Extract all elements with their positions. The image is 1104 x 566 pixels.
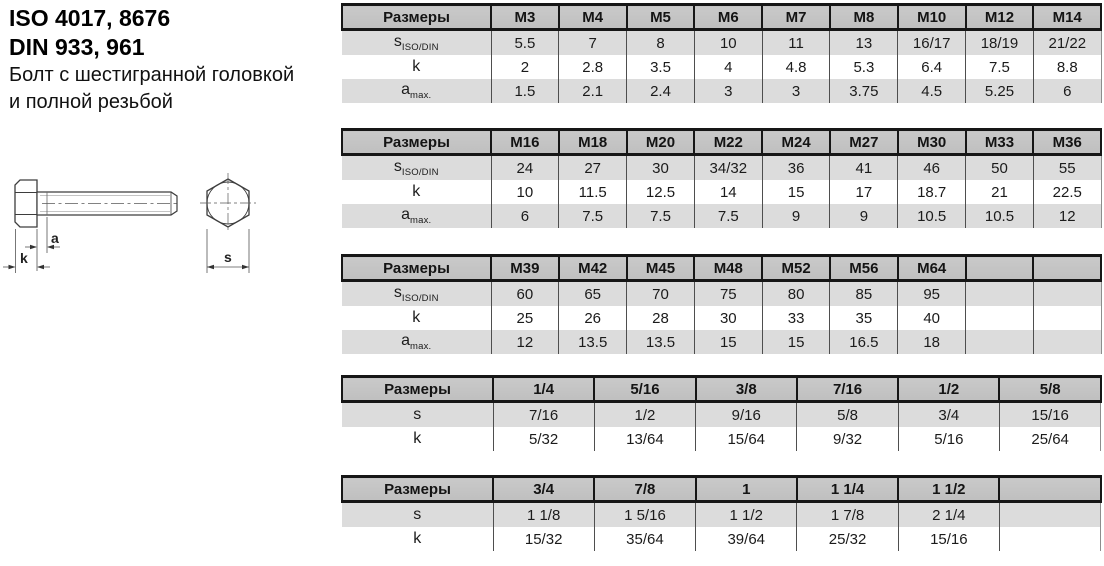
- bolt-hex-front-view: [200, 173, 256, 233]
- value-cell: 41: [830, 155, 898, 181]
- value-cell: 9/16: [696, 402, 797, 428]
- size-column-header: M6: [694, 5, 762, 30]
- dim-label-k: k: [20, 250, 28, 266]
- size-column-header: M45: [627, 256, 695, 281]
- size-column-header: M5: [627, 5, 695, 30]
- size-column-header: M48: [694, 256, 762, 281]
- value-cell: 60: [491, 281, 559, 307]
- product-description-line1: Болт с шестигранной головкой: [9, 64, 295, 86]
- value-cell: 12: [491, 330, 559, 354]
- value-cell: 15/16: [999, 402, 1100, 428]
- size-column-header: M4: [559, 5, 627, 30]
- value-cell: 34/32: [694, 155, 762, 181]
- size-column-header: 1: [696, 477, 797, 502]
- size-column-header: M10: [898, 5, 966, 30]
- table-row: [342, 527, 1101, 551]
- table-inch-3-4-to-1-1-2: [341, 475, 1102, 551]
- dim-label-s: s: [224, 249, 232, 265]
- value-cell: 80: [762, 281, 830, 307]
- value-cell: 46: [898, 155, 966, 181]
- product-description-line2: и полной резьбой: [9, 91, 173, 113]
- value-cell: [966, 330, 1034, 354]
- value-cell: 9/32: [797, 427, 898, 451]
- row-label: $s_{ISO/DIN}$: [342, 155, 491, 181]
- dimensions-header: Размеры: [342, 5, 491, 30]
- value-cell: [999, 502, 1100, 528]
- table-row: [342, 55, 1101, 79]
- size-column-header: 3/4: [493, 477, 594, 502]
- value-cell: 9: [830, 204, 898, 228]
- table-inch-quarter-to-5-8: [341, 375, 1102, 451]
- value-cell: 5.25: [966, 79, 1034, 103]
- value-cell: 7.5: [966, 55, 1034, 79]
- row-label: $s_{ISO/DIN}$: [342, 281, 491, 307]
- title-block: [9, 4, 294, 116]
- value-cell: 28: [627, 306, 695, 330]
- row-label: k: [342, 427, 493, 451]
- value-cell: 5/16: [898, 427, 999, 451]
- dimensions-header: Размеры: [342, 256, 491, 281]
- size-column-header: M14: [1033, 5, 1101, 30]
- value-cell: 35: [830, 306, 898, 330]
- size-column-header: M22: [694, 130, 762, 155]
- size-column-header: 1/4: [493, 377, 594, 402]
- value-cell: 1.5: [491, 79, 559, 103]
- table-metric-m16-m36: [341, 128, 1102, 228]
- value-cell: 4: [694, 55, 762, 79]
- value-cell: 9: [762, 204, 830, 228]
- value-cell: 25: [491, 306, 559, 330]
- size-column-header: M30: [898, 130, 966, 155]
- value-cell: [999, 527, 1100, 551]
- value-cell: 16.5: [830, 330, 898, 354]
- value-cell: 5/32: [493, 427, 594, 451]
- value-cell: 35/64: [594, 527, 695, 551]
- bolt-side-view: [15, 180, 178, 227]
- value-cell: 3.5: [627, 55, 695, 79]
- value-cell: 3: [762, 79, 830, 103]
- value-cell: 21/22: [1033, 30, 1101, 56]
- value-cell: 30: [694, 306, 762, 330]
- value-cell: 18: [898, 330, 966, 354]
- size-column-header: M64: [898, 256, 966, 281]
- size-column-header: M56: [830, 256, 898, 281]
- row-label: $a_{max.}$: [342, 330, 491, 354]
- row-label: s: [342, 402, 493, 428]
- value-cell: 30: [627, 155, 695, 181]
- size-column-header: 1 1/4: [797, 477, 898, 502]
- value-cell: 4.8: [762, 55, 830, 79]
- value-cell: 2.8: [559, 55, 627, 79]
- size-column-header: M20: [627, 130, 695, 155]
- value-cell: 13.5: [627, 330, 695, 354]
- value-cell: [966, 281, 1034, 307]
- value-cell: 13: [830, 30, 898, 56]
- size-column-header: 5/8: [999, 377, 1100, 402]
- value-cell: 10: [694, 30, 762, 56]
- size-column-header: 1 1/2: [898, 477, 999, 502]
- row-label: k: [342, 306, 491, 330]
- dimensions-header: Размеры: [342, 130, 491, 155]
- value-cell: 1 7/8: [797, 502, 898, 528]
- value-cell: 40: [898, 306, 966, 330]
- row-label: $s_{ISO/DIN}$: [342, 30, 491, 56]
- size-column-header: [999, 477, 1100, 502]
- table-row: [342, 402, 1101, 428]
- value-cell: [1033, 306, 1101, 330]
- value-cell: 21: [966, 180, 1034, 204]
- size-column-header: M52: [762, 256, 830, 281]
- dimensions-header: Размеры: [342, 377, 493, 402]
- value-cell: 26: [559, 306, 627, 330]
- size-column-header: 5/16: [594, 377, 695, 402]
- table-metric-m3-m14: [341, 3, 1102, 103]
- row-label: k: [342, 180, 491, 204]
- value-cell: 75: [694, 281, 762, 307]
- value-cell: 95: [898, 281, 966, 307]
- value-cell: 25/32: [797, 527, 898, 551]
- value-cell: 3.75: [830, 79, 898, 103]
- value-cell: 14: [694, 180, 762, 204]
- size-column-header: M33: [966, 130, 1034, 155]
- value-cell: 16/17: [898, 30, 966, 56]
- value-cell: 12.5: [627, 180, 695, 204]
- size-column-header: M24: [762, 130, 830, 155]
- row-label: $a_{max.}$: [342, 204, 491, 228]
- value-cell: 36: [762, 155, 830, 181]
- value-cell: 1 1/8: [493, 502, 594, 528]
- value-cell: 3/4: [898, 402, 999, 428]
- value-cell: 7.5: [559, 204, 627, 228]
- value-cell: 25/64: [999, 427, 1100, 451]
- value-cell: 11: [762, 30, 830, 56]
- value-cell: 7/16: [493, 402, 594, 428]
- value-cell: 15/16: [898, 527, 999, 551]
- value-cell: 5.3: [830, 55, 898, 79]
- size-column-header: M27: [830, 130, 898, 155]
- value-cell: 7: [559, 30, 627, 56]
- standard-iso-title: ISO 4017, 8676: [9, 5, 171, 31]
- standard-din-title: DIN 933, 961: [9, 34, 145, 60]
- value-cell: 13.5: [559, 330, 627, 354]
- table-row: [342, 502, 1101, 528]
- row-label: $a_{max.}$: [342, 79, 491, 103]
- value-cell: [1033, 330, 1101, 354]
- value-cell: 15: [762, 180, 830, 204]
- value-cell: [1033, 281, 1101, 307]
- value-cell: 15/32: [493, 527, 594, 551]
- size-column-header: M16: [491, 130, 559, 155]
- value-cell: 10.5: [966, 204, 1034, 228]
- value-cell: 1 5/16: [594, 502, 695, 528]
- size-column-header: M8: [830, 5, 898, 30]
- value-cell: 5/8: [797, 402, 898, 428]
- size-column-header: M18: [559, 130, 627, 155]
- table-header-row: [342, 5, 1101, 30]
- value-cell: 15/64: [696, 427, 797, 451]
- value-cell: 2.1: [559, 79, 627, 103]
- table-header-row: [342, 256, 1101, 281]
- value-cell: 15: [762, 330, 830, 354]
- value-cell: 24: [491, 155, 559, 181]
- dimensions-header: Размеры: [342, 477, 493, 502]
- value-cell: 6: [491, 204, 559, 228]
- size-column-header: M3: [491, 5, 559, 30]
- dim-label-a: a: [51, 230, 59, 246]
- value-cell: 2: [491, 55, 559, 79]
- value-cell: 3: [694, 79, 762, 103]
- value-cell: 4.5: [898, 79, 966, 103]
- table-header-row: [342, 477, 1101, 502]
- value-cell: 27: [559, 155, 627, 181]
- value-cell: 7.5: [627, 204, 695, 228]
- value-cell: 2 1/4: [898, 502, 999, 528]
- size-column-header: 3/8: [696, 377, 797, 402]
- value-cell: 6: [1033, 79, 1101, 103]
- value-cell: 18/19: [966, 30, 1034, 56]
- value-cell: 17: [830, 180, 898, 204]
- size-column-header: M12: [966, 5, 1034, 30]
- value-cell: 7.5: [694, 204, 762, 228]
- table-row: [342, 79, 1101, 103]
- value-cell: 1 1/2: [696, 502, 797, 528]
- value-cell: 8: [627, 30, 695, 56]
- row-label: k: [342, 55, 491, 79]
- table-row: [342, 155, 1101, 181]
- table-header-row: [342, 130, 1101, 155]
- size-column-header: M42: [559, 256, 627, 281]
- value-cell: 5.5: [491, 30, 559, 56]
- table-metric-m39-m64: [341, 254, 1102, 354]
- value-cell: 55: [1033, 155, 1101, 181]
- size-column-header: [966, 256, 1034, 281]
- value-cell: 85: [830, 281, 898, 307]
- size-column-header: M39: [491, 256, 559, 281]
- value-cell: 2.4: [627, 79, 695, 103]
- value-cell: 22.5: [1033, 180, 1101, 204]
- value-cell: 12: [1033, 204, 1101, 228]
- size-column-header: 7/16: [797, 377, 898, 402]
- table-row: [342, 281, 1101, 307]
- value-cell: 70: [627, 281, 695, 307]
- table-header-row: [342, 377, 1101, 402]
- table-row: [342, 204, 1101, 228]
- value-cell: 33: [762, 306, 830, 330]
- value-cell: 6.4: [898, 55, 966, 79]
- value-cell: 1/2: [594, 402, 695, 428]
- value-cell: 13/64: [594, 427, 695, 451]
- value-cell: 18.7: [898, 180, 966, 204]
- value-cell: 10.5: [898, 204, 966, 228]
- value-cell: 8.8: [1033, 55, 1101, 79]
- value-cell: 65: [559, 281, 627, 307]
- row-label: s: [342, 502, 493, 528]
- value-cell: 15: [694, 330, 762, 354]
- table-row: [342, 427, 1101, 451]
- value-cell: [966, 306, 1034, 330]
- value-cell: 50: [966, 155, 1034, 181]
- bolt-technical-drawing: [0, 163, 280, 293]
- size-column-header: M7: [762, 5, 830, 30]
- table-row: [342, 306, 1101, 330]
- value-cell: 39/64: [696, 527, 797, 551]
- table-row: [342, 30, 1101, 56]
- table-row: [342, 180, 1101, 204]
- value-cell: 10: [491, 180, 559, 204]
- size-column-header: 7/8: [594, 477, 695, 502]
- row-label: k: [342, 527, 493, 551]
- size-column-header: [1033, 256, 1101, 281]
- size-column-header: 1/2: [898, 377, 999, 402]
- value-cell: 11.5: [559, 180, 627, 204]
- size-column-header: M36: [1033, 130, 1101, 155]
- table-row: [342, 330, 1101, 354]
